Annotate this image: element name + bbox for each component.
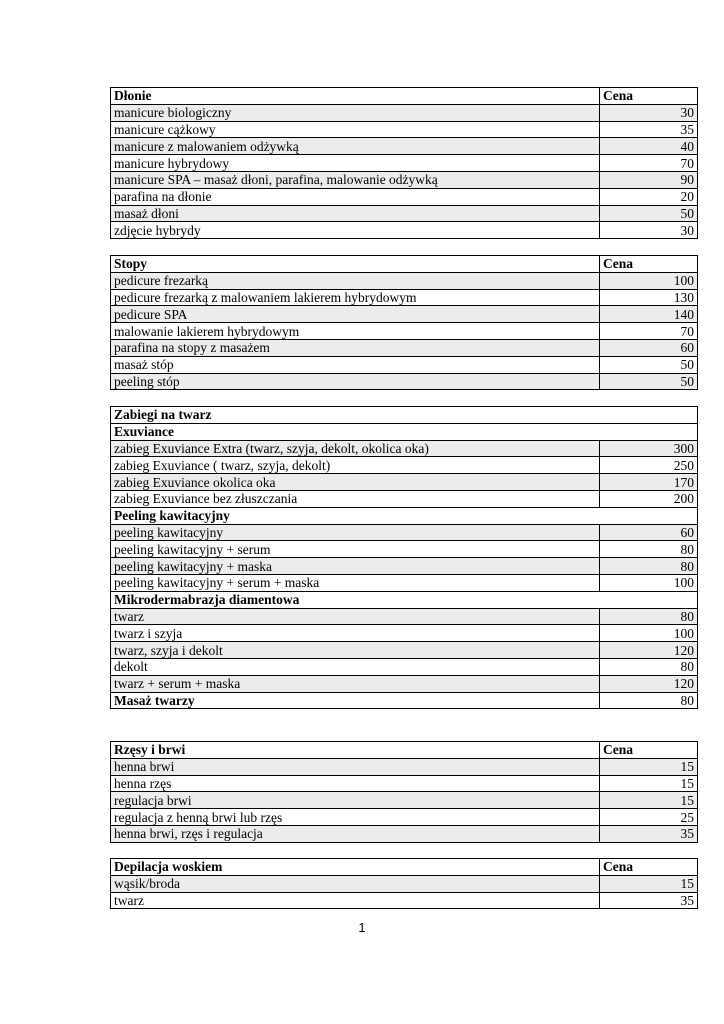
service-name: zabieg Exuviance Extra (twarz, szyja, dekolt, okolica oka) (111, 440, 600, 457)
service-name: regulacja brwi (111, 792, 600, 809)
service-price: 80 (600, 558, 698, 575)
table-row (111, 339, 698, 356)
service-name: pedicure frezarką z malowaniem lakierem hybrydowym (111, 289, 600, 306)
table-row (111, 306, 698, 323)
service-name: zabieg Exuviance bez złuszczania (111, 490, 600, 507)
service-name: manicure biologiczny (111, 104, 600, 121)
table-header-row (111, 407, 698, 424)
service-price: 15 (600, 758, 698, 775)
service-price: 250 (600, 457, 698, 474)
section-subtitle: Peeling kawitacyjny (111, 507, 698, 524)
table-row (111, 272, 698, 289)
service-name: zabieg Exuviance ( twarz, szyja, dekolt) (111, 457, 600, 474)
service-name: dekolt (111, 658, 600, 675)
table-row (111, 524, 698, 541)
service-name: manicure cążkowy (111, 121, 600, 138)
service-price: 80 (600, 608, 698, 625)
service-name: peeling kawitacyjny + serum (111, 541, 600, 558)
table-title: Depilacja woskiem (111, 859, 600, 876)
table-row (111, 758, 698, 775)
table-row (111, 775, 698, 792)
price-header: Cena (600, 859, 698, 876)
table-title: Rzęsy i brwi (111, 742, 600, 759)
table-header-row (111, 256, 698, 273)
service-name: parafina na stopy z masażem (111, 339, 600, 356)
table-row-masaz-twarzy (111, 692, 698, 709)
service-price: 120 (600, 675, 698, 692)
table-row (111, 440, 698, 457)
service-name: masaż stóp (111, 356, 600, 373)
service-name: twarz (111, 892, 600, 909)
service-price: 35 (600, 825, 698, 842)
section-subtitle-row (111, 423, 698, 440)
table-row (111, 792, 698, 809)
service-price: 170 (600, 474, 698, 491)
service-price: 120 (600, 642, 698, 659)
price-header: Cena (600, 256, 698, 273)
table-row (111, 457, 698, 474)
service-name: twarz (111, 608, 600, 625)
service-price: 20 (600, 188, 698, 205)
service-price: 300 (600, 440, 698, 457)
service-price: 130 (600, 289, 698, 306)
table-row (111, 188, 698, 205)
price-table-rzesy-i-brwi (110, 741, 698, 843)
section-subtitle-row (111, 591, 698, 608)
table-header-row (111, 742, 698, 759)
table-row (111, 121, 698, 138)
service-price: 70 (600, 323, 698, 340)
service-name: twarz, szyja i dekolt (111, 642, 600, 659)
service-name: henna rzęs (111, 775, 600, 792)
table-row (111, 171, 698, 188)
price-table-zabiegi-na-twarz (110, 406, 698, 709)
table-row (111, 356, 698, 373)
service-price: 15 (600, 875, 698, 892)
service-price: 50 (600, 356, 698, 373)
table-row (111, 323, 698, 340)
service-name: manicure hybrydowy (111, 155, 600, 172)
service-price: 100 (600, 625, 698, 642)
table-row (111, 104, 698, 121)
table-row (111, 205, 698, 222)
table-title: Dłonie (111, 88, 600, 105)
table-header-row (111, 88, 698, 105)
table-row (111, 138, 698, 155)
service-name: regulacja z henną brwi lub rzęs (111, 809, 600, 826)
service-name: malowanie lakierem hybrydowym (111, 323, 600, 340)
service-name: manicure SPA – masaż dłoni, parafina, malowanie odżywką (111, 171, 600, 188)
table-row (111, 490, 698, 507)
table-row (111, 608, 698, 625)
table-row (111, 625, 698, 642)
service-name: pedicure SPA (111, 306, 600, 323)
service-name: Masaż twarzy (111, 692, 600, 709)
service-name: zabieg Exuviance okolica oka (111, 474, 600, 491)
service-price: 80 (600, 541, 698, 558)
table-row (111, 825, 698, 842)
service-price: 140 (600, 306, 698, 323)
price-table-stopy (110, 255, 698, 390)
table-row (111, 155, 698, 172)
table-row (111, 222, 698, 239)
table-row (111, 675, 698, 692)
table-row (111, 892, 698, 909)
service-price: 40 (600, 138, 698, 155)
service-price: 80 (600, 658, 698, 675)
table-title: Zabiegi na twarz (111, 407, 698, 424)
table-row (111, 289, 698, 306)
service-name: pedicure frezarką (111, 272, 600, 289)
service-name: twarz i szyja (111, 625, 600, 642)
service-price: 30 (600, 104, 698, 121)
table-row (111, 809, 698, 826)
price-header: Cena (600, 742, 698, 759)
service-price: 50 (600, 373, 698, 390)
service-price: 30 (600, 222, 698, 239)
service-price: 50 (600, 205, 698, 222)
service-name: parafina na dłonie (111, 188, 600, 205)
service-price: 25 (600, 809, 698, 826)
service-price: 80 (600, 692, 698, 709)
price-table-depilacja-woskiem (110, 858, 698, 909)
service-name: masaż dłoni (111, 205, 600, 222)
service-name: peeling kawitacyjny + maska (111, 558, 600, 575)
service-price: 100 (600, 272, 698, 289)
service-price: 35 (600, 892, 698, 909)
section-subtitle: Mikrodermabrazja diamentowa (111, 591, 698, 608)
table-row (111, 642, 698, 659)
page-number: 1 (358, 920, 366, 935)
service-name: twarz + serum + maska (111, 675, 600, 692)
service-price: 70 (600, 155, 698, 172)
table-row (111, 373, 698, 390)
service-name: henna brwi (111, 758, 600, 775)
table-row (111, 541, 698, 558)
table-title: Stopy (111, 256, 600, 273)
service-price: 200 (600, 490, 698, 507)
price-table-dlonie (110, 87, 698, 239)
service-name: peeling kawitacyjny + serum + maska (111, 574, 600, 591)
table-row (111, 558, 698, 575)
section-subtitle: Exuviance (111, 423, 698, 440)
table-row (111, 474, 698, 491)
service-name: manicure z malowaniem odżywką (111, 138, 600, 155)
service-name: zdjęcie hybrydy (111, 222, 600, 239)
service-price: 15 (600, 792, 698, 809)
service-name: peeling kawitacyjny (111, 524, 600, 541)
service-price: 90 (600, 171, 698, 188)
table-row (111, 875, 698, 892)
service-price: 35 (600, 121, 698, 138)
service-name: wąsik/broda (111, 875, 600, 892)
service-price: 100 (600, 574, 698, 591)
service-price: 15 (600, 775, 698, 792)
service-name: peeling stóp (111, 373, 600, 390)
service-name: henna brwi, rzęs i regulacja (111, 825, 600, 842)
service-price: 60 (600, 339, 698, 356)
service-price: 60 (600, 524, 698, 541)
table-row (111, 658, 698, 675)
section-subtitle-row (111, 507, 698, 524)
price-header: Cena (600, 88, 698, 105)
table-row (111, 574, 698, 591)
table-header-row (111, 859, 698, 876)
